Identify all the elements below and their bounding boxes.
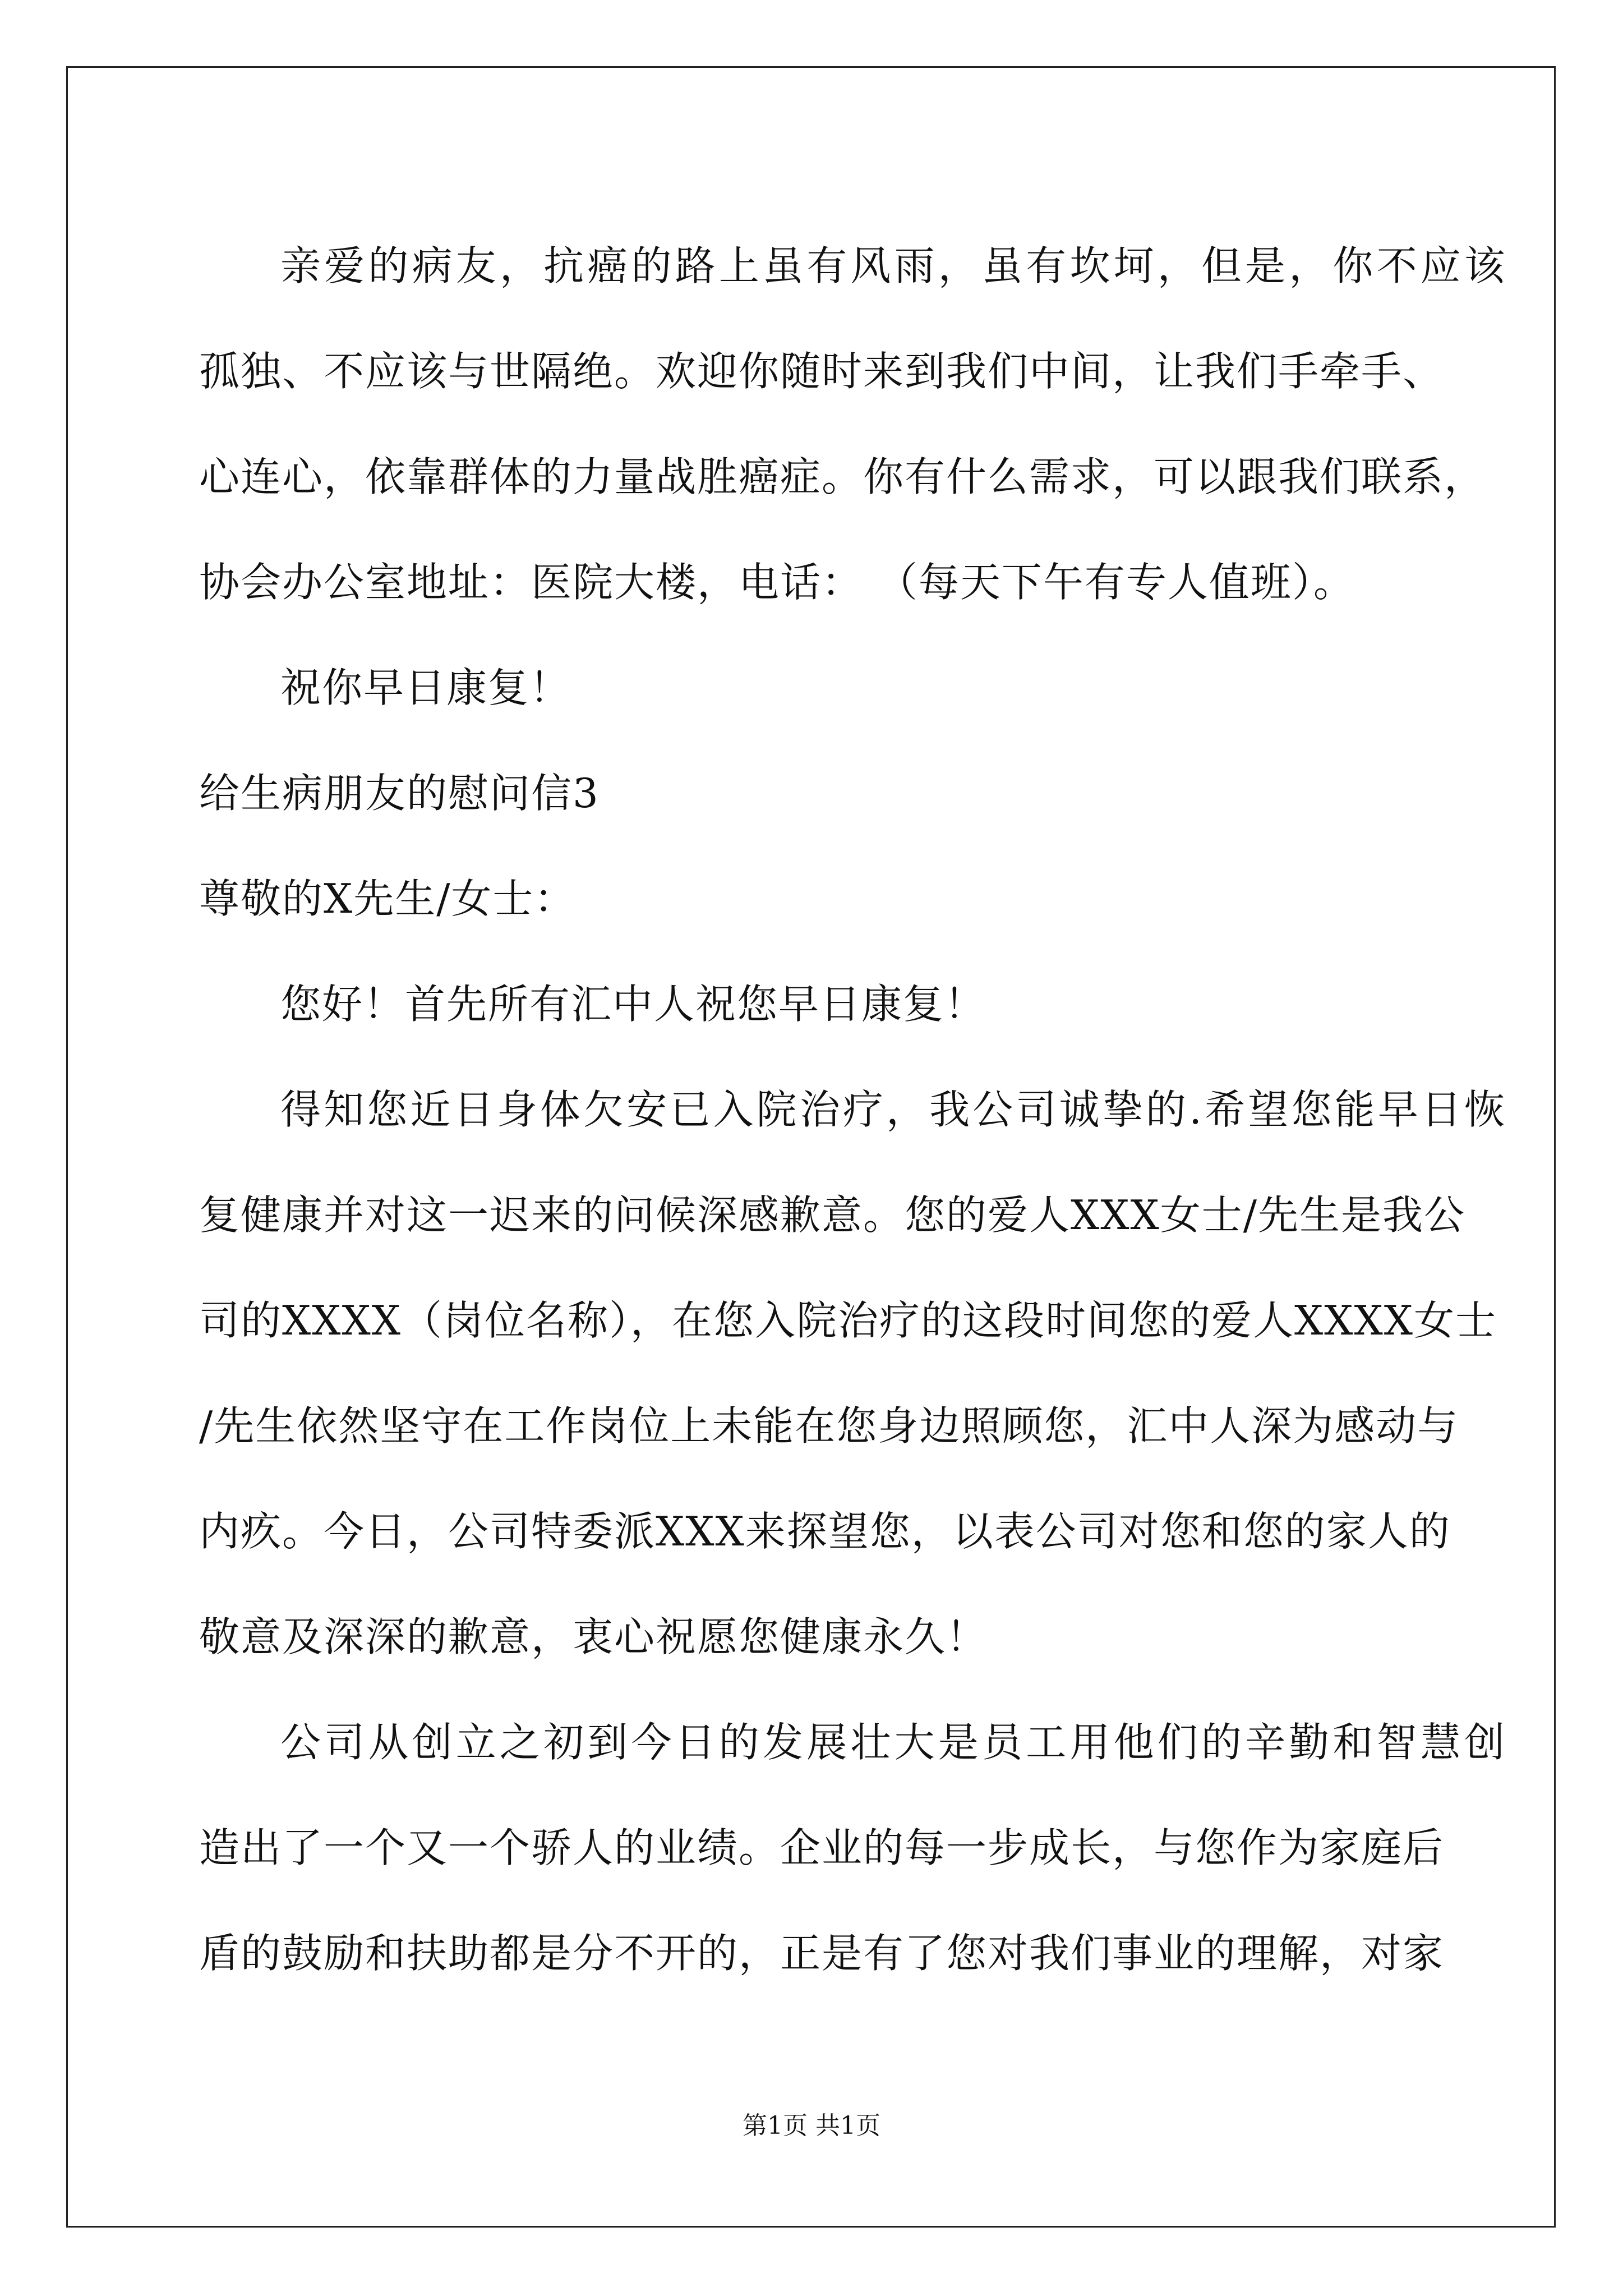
- paragraph-line: 公司从创立之初到今日的发展壮大是员工用他们的辛勤和智慧创: [280, 1719, 1506, 1766]
- paragraph-line: /先生依然坚守在工作岗位上未能在您身边照顾您，汇中人深为感动与: [199, 1402, 1459, 1450]
- paragraph-line: 造出了一个又一个骄人的业绩。企业的每一步成长，与您作为家庭后: [199, 1824, 1445, 1871]
- greeting-line: 您好！首先所有汇中人祝您早日康复！: [280, 981, 986, 1028]
- paragraph-line: 亲爱的病友，抗癌的路上虽有风雨，虽有坎坷，但是，你不应该: [280, 242, 1506, 289]
- page-footer: 第1页 共1页: [743, 2111, 880, 2140]
- closing-wish: 祝你早日康复！: [280, 664, 571, 711]
- section-title: 给生病朋友的慰问信3: [199, 770, 600, 817]
- paragraph-line: 孤独、不应该与世隔绝。欢迎你随时来到我们中间，让我们手牵手、: [199, 348, 1445, 395]
- salutation: 尊敬的X先生/女士：: [199, 875, 576, 922]
- paragraph-line: 协会办公室地址：医院大楼，电话： （每天下午有专人值班）。: [199, 559, 1355, 606]
- document-body: [199, 213, 1506, 2006]
- paragraph-line: 心连心，依靠群体的力量战胜癌症。你有什么需求，可以跟我们联系，: [199, 453, 1486, 500]
- paragraph-line: 敬意及深深的歉意，衷心祝愿您健康永久！: [199, 1613, 988, 1660]
- paragraph-line: 内疚。今日，公司特委派XXX来探望您，以表公司对您和您的家人的: [199, 1508, 1451, 1555]
- paragraph-line: 得知您近日身体欠安已入院治疗，我公司诚挚的.希望您能早日恢: [280, 1086, 1506, 1133]
- paragraph-line: 司的XXXX（岗位名称），在您入院治疗的这段时间您的爱人XXXX女士: [199, 1297, 1497, 1344]
- paragraph-line: 复健康并对这一迟来的问候深感歉意。您的爱人XXX女士/先生是我公: [199, 1191, 1466, 1239]
- paragraph-line: 盾的鼓励和扶助都是分不开的，正是有了您对我们事业的理解，对家: [199, 1930, 1445, 1977]
